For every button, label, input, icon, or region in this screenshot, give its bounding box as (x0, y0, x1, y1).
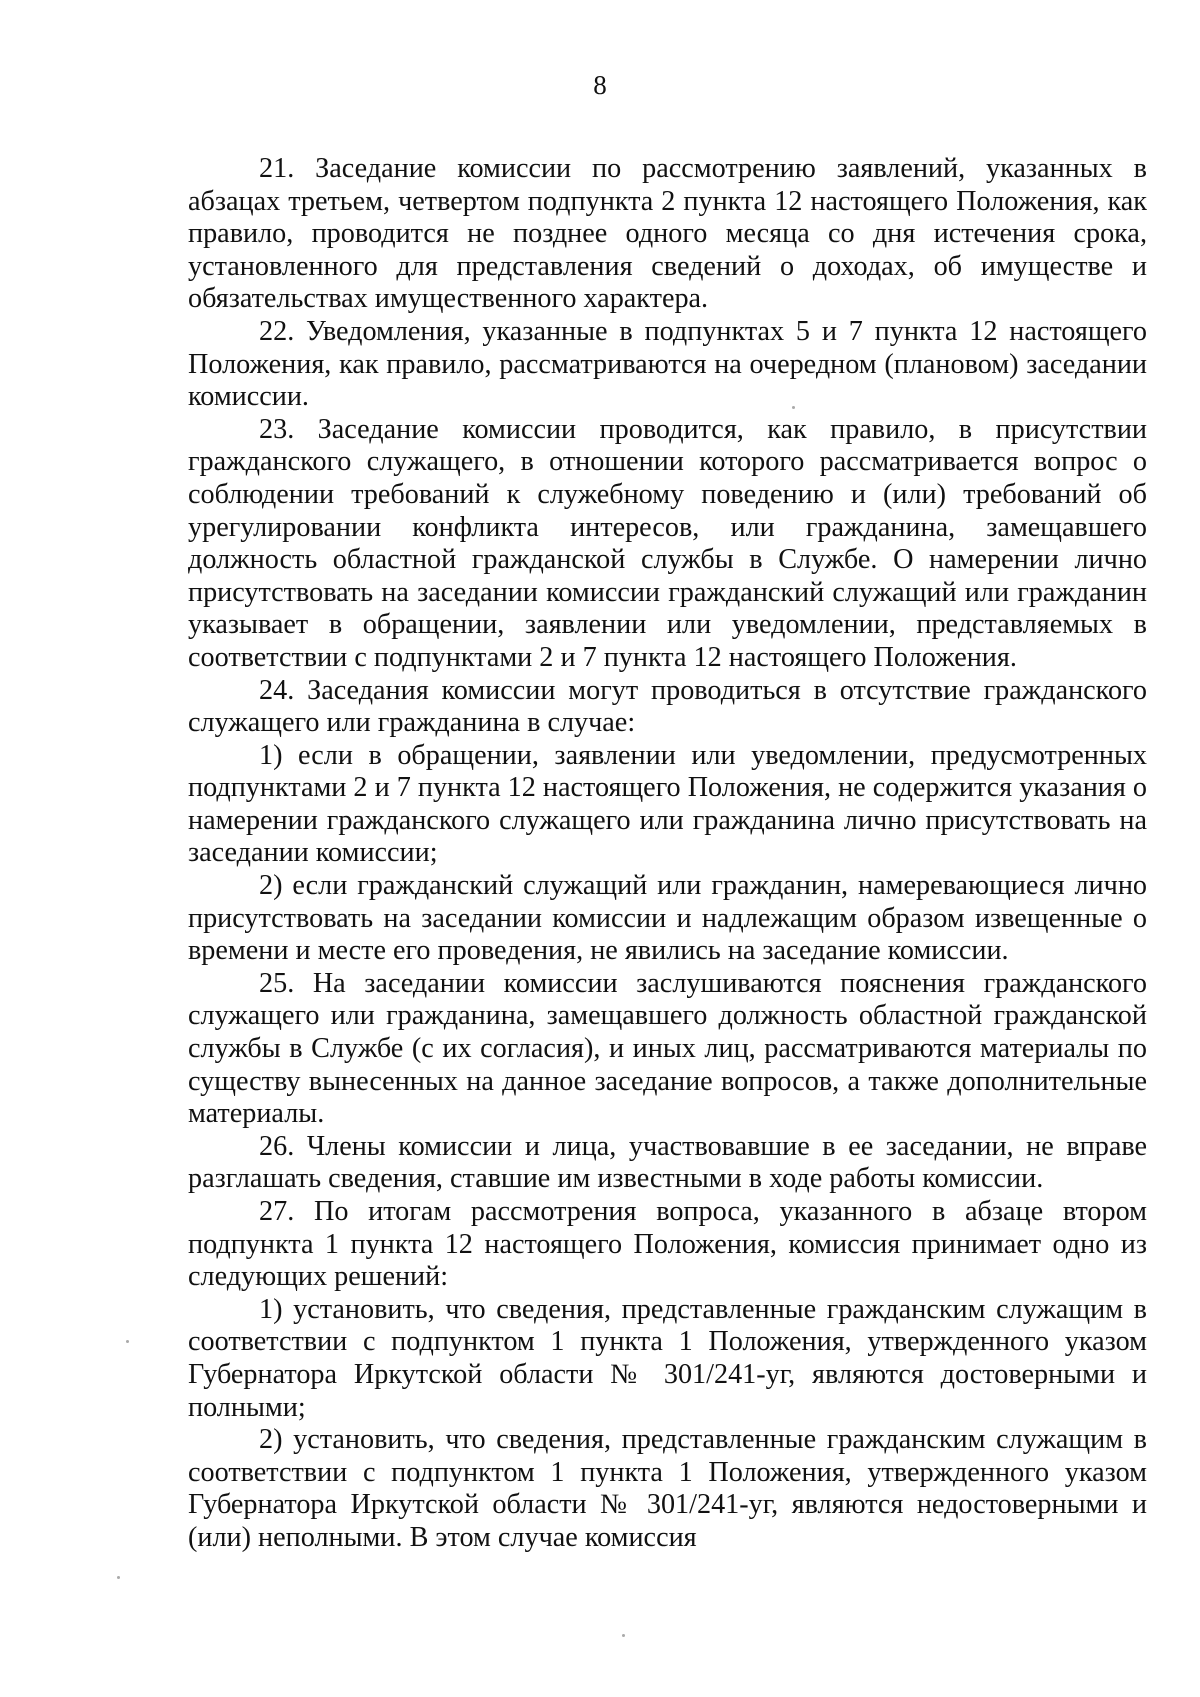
paragraph-27-item-1: 1) установить, что сведения, представленные гражданским служащим в соответствии с подпунктом 1 пункта 1 Положения, утвержденного указом Губернатора Иркутской области № 301/241-уг, являются достоверными и полными; (188, 1293, 1147, 1423)
paragraph-23: 23. Заседание комиссии проводится, как правило, в присутствии гражданского служащего, в отношении которого рассматривается вопрос о соблюдении требований к служебному поведению и (или) требований об урегулировании конфликта интересов, или гражданина, замещавшего должность областной гражданской службы в Службе. О намерении лично присутствовать на заседании комиссии гражданский служащий или гражданин указывает в обращении, заявлении или уведомлении, представляемых в соответствии с подпунктами 2 и 7 пункта 12 настоящего Положения. (188, 413, 1147, 673)
page-number: 8 (593, 70, 607, 100)
paragraph-22: 22. Уведомления, указанные в подпунктах 5 и 7 пункта 12 настоящего Положения, как правило, рассматриваются на очередном (плановом) заседании комиссии. (188, 315, 1147, 413)
scan-speck (126, 1340, 129, 1343)
scan-speck (792, 406, 795, 409)
paragraph-24-item-1: 1) если в обращении, заявлении или уведомлении, предусмотренных подпунктами 2 и 7 пункта 12 настоящего Положения, не содержится указания о намерении гражданского служащего или гражданина лично присутствовать на заседании комиссии; (188, 739, 1147, 869)
paragraph-27-item-2: 2) установить, что сведения, представленные гражданским служащим в соответствии с подпунктом 1 пункта 1 Положения, утвержденного указом Губернатора Иркутской области № 301/241-уг, являются недостоверными и (или) неполными. В этом случае комиссия (188, 1424, 1147, 1553)
scan-speck (117, 1576, 120, 1579)
paragraph-25: 25. На заседании комиссии заслушиваются пояснения гражданского служащего или гражданина, замещавшего должность областной гражданской службы в Службе (с их согласия), и иных лиц, рассматриваются материалы по существу вынесенных на данное заседание вопросов, а также дополнительные материалы. (188, 967, 1147, 1130)
paragraph-26: 26. Члены комиссии и лица, участвовавшие в ее заседании, не вправе разглашать сведения, ставшие им известными в ходе работы комиссии. (188, 1130, 1147, 1195)
paragraph-24: 24. Заседания комиссии могут проводиться в отсутствие гражданского служащего или гражданина в случае: (188, 674, 1147, 739)
document-body (188, 153, 1147, 1555)
scan-speck (622, 1634, 625, 1637)
paragraph-27: 27. По итогам рассмотрения вопроса, указанного в абзаце втором подпункта 1 пункта 12 настоящего Положения, комиссия принимает одно из следующих решений: (188, 1196, 1147, 1293)
paragraph-21: 21. Заседание комиссии по рассмотрению заявлений, указанных в абзацах третьем, четвертом подпункта 2 пункта 12 настоящего Положения, как правило, проводится не позднее одного месяца со дня истечения срока, установленного для представления сведений о доходах, об имуществе и обязательствах имущественного характера. (188, 153, 1147, 315)
paragraph-24-item-2: 2) если гражданский служащий или гражданин, намеревающиеся лично присутствовать на заседании комиссии и надлежащим образом извещенные о времени и месте его проведения, не явились на заседание комиссии. (188, 870, 1147, 967)
